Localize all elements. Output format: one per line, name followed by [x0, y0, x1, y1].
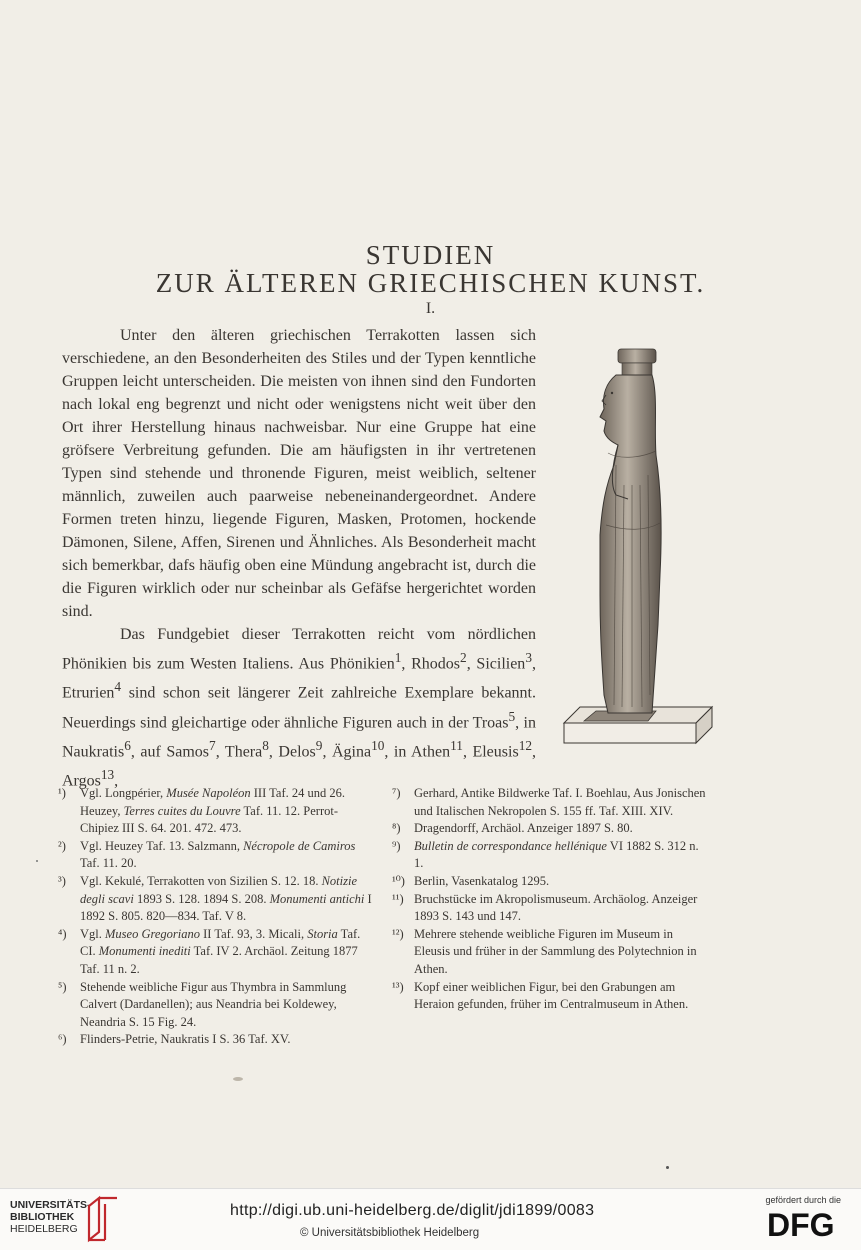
footnote: ¹⁰) Berlin, Vasenkatalog 1295.: [392, 873, 708, 891]
ink-smudge: [233, 1077, 243, 1081]
footnote: ¹²) Mehrere stehende weibliche Figuren im Museum in Eleusis und früher in der Sammlung des Polytechnion in Athen.: [392, 926, 697, 976]
footnote-number: ²): [58, 838, 66, 853]
footnote-number: ⁶): [58, 1032, 67, 1047]
footnote-number: ¹¹): [392, 891, 404, 906]
footnote-number: ⁸): [392, 821, 401, 836]
body-text: [62, 324, 536, 793]
footnote-number: ⁷): [392, 786, 401, 800]
footnote: ⁹) Bulletin de correspondance hellénique VI 1882 S. 312 n. 1.: [392, 838, 699, 871]
footnote-number: ³): [58, 873, 66, 888]
footnote: ¹³) Kopf einer weiblichen Figur, bei den Grabungen am Heraion gefunden, früher im Centralmuseum in Athen.: [392, 979, 689, 1012]
footnote-number: ¹³): [392, 979, 404, 994]
paragraph-1: Unter den älteren griechischen Terrakotten lassen sich verschiedene, an den Besonderheiten des Stiles und der Typen kenntliche Gruppen leicht unterscheiden. Die meisten von ihnen sind den Fundorten nach lokal eng begrenzt und nicht oder wenigstens nicht weit über den Ort ihrer Herstellung hinaus nachweisbar. Nur eine Gruppe hat eine gröfsere Verbreitung gefunden. Die am häufigsten in ihr vertretenen Typen sind stehende und thronende Figuren, meist weiblich, seltener männlich, zuweilen auch paarweise nebeneinandergeordnet. Andere Formen treten hinzu, liegende Figuren, Masken, Protomen, hockende Dämonen, Silene, Affen, Sirenen und Ähnliches. Als Besonderheit macht sich bemerkbar, dafs häufig oben eine Mündung angebracht ist, durch die die Figuren wirklich oder nur scheinbar als Gefäfse hergerichtet worden sind.: [62, 327, 536, 620]
ink-dot: [36, 860, 38, 862]
footnote: ¹) Vgl. Longpérier, Musée Napoléon III Taf. 24 und 26. Heuzey, Terres cuites du Louvre Taf. 11. 12. Perrot-Chipiez III S. 64. 201. 472. 473.: [58, 786, 346, 836]
svg-text:DFG: DFG: [767, 1207, 835, 1242]
footnotes-left-column: [58, 785, 376, 1049]
footnote-number: ⁵): [58, 979, 67, 994]
ink-dot: [666, 1166, 669, 1169]
dfg-logo: [765, 1206, 845, 1242]
library-name: UNIVERSITÄTS- BIBLIOTHEK HEIDELBERG: [10, 1199, 91, 1235]
footnote-number: ¹): [58, 786, 66, 800]
title-line-2: ZUR ÄLTEREN GRIECHISCHEN KUNST.: [155, 268, 706, 298]
funding-label: gefördert durch die: [765, 1195, 841, 1205]
terracotta-figure-illustration: [556, 335, 716, 755]
footnote-number: ⁴): [58, 926, 67, 941]
footnote-number: ¹⁰): [392, 873, 405, 888]
footnote: ⁷) Gerhard, Antike Bildwerke Taf. I. Boehlau, Aus Jonischen und Italischen Nekropolen S. 155 ff. Taf. XIII. XIV.: [392, 786, 706, 818]
footnote: ⁴) Vgl. Museo Gregoriano II Taf. 93, 3. Micali, Storia Taf. CI. Monumenti inediti Taf. IV 2. Archäol. Zeitung 1877 Taf. 11 n. 2.: [58, 926, 361, 976]
footnote: ⁵) Stehende weibliche Figur aus Thymbra in Sammlung Calvert (Dardanellen); aus Neandria bei Koldewey, Neandria S. 15 Fig. 24.: [58, 979, 347, 1029]
digitization-footer: [0, 1188, 861, 1250]
footnote-number: ⁹): [392, 838, 401, 853]
footnote-number: ¹²): [392, 926, 404, 941]
footnote: ³) Vgl. Kekulé, Terrakotten von Sizilien S. 12. 18. Notizie degli scavi 1893 S. 128. 1894 S. 208. Monumenti antichi I 1892 S. 805. 820—834. Taf. V 8.: [58, 873, 372, 924]
section-number: I.: [425, 300, 436, 317]
footnotes-right-column: [392, 785, 708, 1014]
title-line-1: STUDIEN: [365, 240, 496, 270]
document-url-link[interactable]: http://digi.ub.uni-heidelberg.de/diglit/jdi1899/0083: [230, 1202, 595, 1219]
footnote: ⁸) Dragendorff, Archäol. Anzeiger 1897 S. 80.: [392, 820, 708, 838]
copyright-notice: © Universitätsbibliothek Heidelberg: [300, 1227, 480, 1239]
university-library-logo-icon: [85, 1194, 121, 1244]
paragraph-2: Das Fundgebiet dieser Terrakotten reicht vom nördlichen Phönikien bis zum Westen Italiens. Aus Phönikien$^1$, Rhodos$^2$, Sicilien$^3$, Etrurien$^4$ sind schon seit längerer Zeit zahlreiche Exemplare bekannt. Neuerdings sind gleichartige oder ähnliche Figuren auch in der Troas$^5$, in Naukratis$^6$, auf Samos$^7$, Thera$^8$, Delos$^9$, Ägina$^{10}$, in Athen$^{11}$, Eleusis$^{12}$, Argos$^{13}$,: [62, 626, 537, 790]
footnote: ⁶) Flinders-Petrie, Naukratis I S. 36 Taf. XV.: [58, 1031, 376, 1049]
footnote: ²) Vgl. Heuzey Taf. 13. Salzmann, Nécropole de Camiros Taf. 11. 20.: [58, 838, 356, 871]
footnote: ¹¹) Bruchstücke im Akropolismuseum. Archäolog. Anzeiger 1893 S. 143 und 147.: [392, 891, 698, 924]
